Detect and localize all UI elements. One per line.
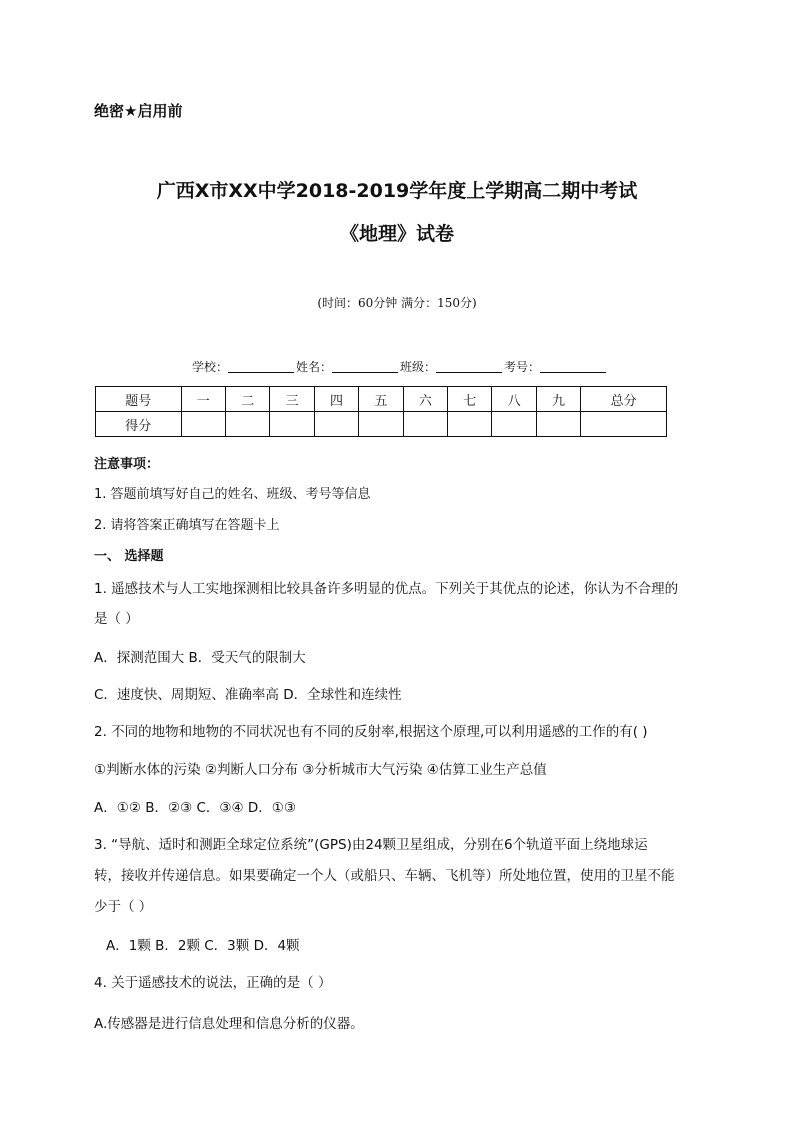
table-row <box>96 387 667 412</box>
column-header: 六 <box>403 387 447 412</box>
section-heading: 一、 选择题 <box>94 549 164 564</box>
question-1-stem: 1. 遥感技术与人工实地探测相比较具备许多明显的优点。下列关于其优点的论述，你认为不合理的 <box>94 581 679 597</box>
class-label: 班级： <box>400 360 437 374</box>
column-header: 七 <box>448 387 492 412</box>
column-header: 五 <box>359 387 403 412</box>
question-2-items: ①判断水体的污染 ②判断人口分布 ③分析城市大气污染 ④估算工业生产总值 <box>94 762 547 778</box>
score-cell[interactable] <box>492 412 536 437</box>
score-cell[interactable] <box>448 412 492 437</box>
school-blank[interactable] <box>228 360 294 373</box>
exam-no-label: 考号： <box>504 360 541 374</box>
question-1-options-ab: A．探测范围大 B．受天气的限制大 <box>94 650 306 666</box>
secret-label: 绝密★启用前 <box>94 102 183 120</box>
score-cell[interactable] <box>270 412 314 437</box>
notice-item: 1. 答题前填写好自己的姓名、班级、考号等信息 <box>94 487 371 502</box>
time-info: (时间：60分钟 满分：150分) <box>317 296 477 310</box>
name-blank[interactable] <box>332 360 398 373</box>
score-cell[interactable] <box>226 412 270 437</box>
column-header: 九 <box>536 387 580 412</box>
exam-subject-title: 《地理》试卷 <box>339 223 454 245</box>
school-label: 学校： <box>192 360 229 374</box>
exam-no-blank[interactable] <box>540 360 606 373</box>
score-cell[interactable] <box>536 412 580 437</box>
score-cell[interactable] <box>314 412 358 437</box>
column-header: 一 <box>181 387 225 412</box>
table-row <box>96 412 667 437</box>
score-table <box>95 386 667 437</box>
notice-item: 2. 请将答案正确填写在答题卡上 <box>94 518 280 533</box>
name-label: 姓名： <box>296 360 333 374</box>
notice-heading: 注意事项： <box>94 457 160 472</box>
question-2-options: A．①② B．②③ C．③④ D．①③ <box>94 800 297 816</box>
question-3-options: A．1颗 B．2颗 C．3颗 D．4颗 <box>106 938 300 954</box>
score-cell[interactable] <box>181 412 225 437</box>
column-header: 四 <box>314 387 358 412</box>
question-1-stem-cont: 是（ ） <box>94 611 139 627</box>
score-cell[interactable] <box>581 412 667 437</box>
row-label-score: 得分 <box>96 412 182 437</box>
row-label-question: 题号 <box>96 387 182 412</box>
column-header: 总分 <box>581 387 667 412</box>
question-4-option-a: A.传感器是进行信息处理和信息分析的仪器。 <box>94 1016 364 1032</box>
column-header: 三 <box>270 387 314 412</box>
score-cell[interactable] <box>403 412 447 437</box>
student-info-line <box>192 358 608 375</box>
question-3-stem-cont: 转，接收并传递信息。如果要确定一个人（或船只、车辆、飞机等）所处地位置，使用的卫星不能 <box>94 868 675 884</box>
exam-title: 广西X市XX中学2018-2019学年度上学期高二期中考试 <box>156 180 638 202</box>
question-1-options-cd: C．速度快、周期短、准确率高 D．全球性和连续性 <box>94 687 402 703</box>
question-3-stem: 3. “导航、适时和测距全球定位系统”(GPS)由24颗卫星组成，分别在6个轨道平面上绕地球运 <box>94 837 648 853</box>
score-cell[interactable] <box>359 412 403 437</box>
column-header: 二 <box>226 387 270 412</box>
column-header: 八 <box>492 387 536 412</box>
question-2-stem: 2. 不同的地物和地物的不同状况也有不同的反射率,根据这个原理,可以利用遥感的工作的有( ) <box>94 724 648 740</box>
question-3-stem-end: 少于（ ） <box>94 899 153 915</box>
class-blank[interactable] <box>436 360 502 373</box>
question-4-stem: 4. 关于遥感技术的说法，正确的是（ ） <box>94 975 332 991</box>
